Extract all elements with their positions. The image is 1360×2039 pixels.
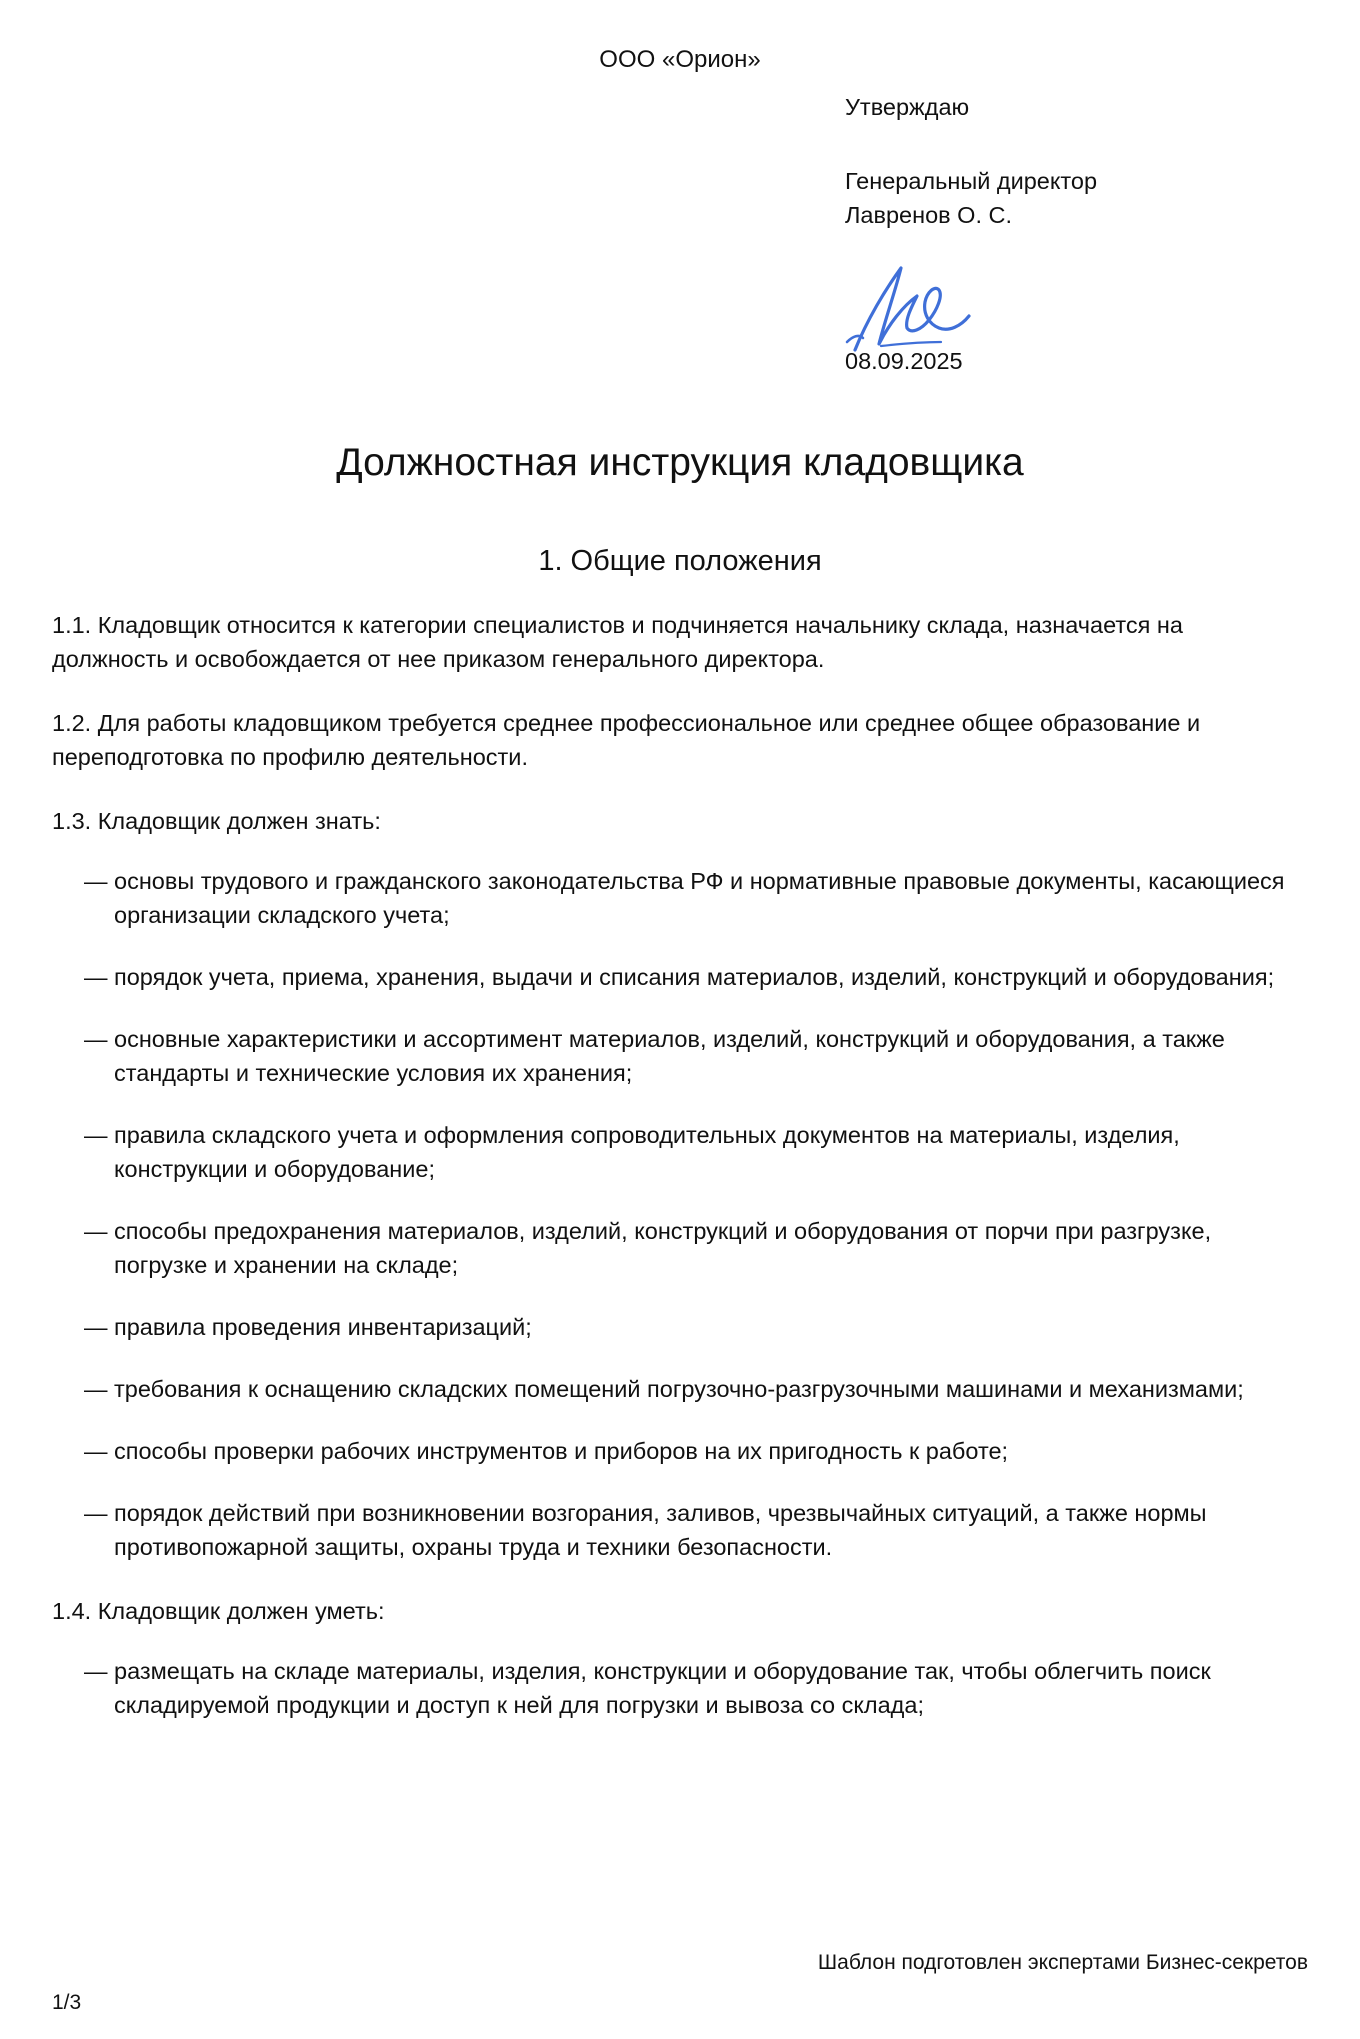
list-item <box>52 1496 1308 1564</box>
bullet-dash-icon: — <box>84 1122 108 1148</box>
clause-1-3: 1.3. Кладовщик должен знать: <box>52 808 381 834</box>
clause-1-1: 1.1. Кладовщик относится к категории специалистов и подчиняется начальнику склада, назначается на должность и освобождается от нее приказом генерального директора. <box>52 612 1183 672</box>
clause-1-2: 1.2. Для работы кладовщиком требуется среднее профессиональное или среднее общее образование и переподготовка по профилю деятельности. <box>52 710 1201 770</box>
list-item-text: порядок действий при возникновении возгорания, заливов, чрезвычайных ситуаций, а также нормы противопожарной защиты, охраны труда и техники безопасности. <box>114 1500 1207 1560</box>
bullet-dash-icon: — <box>84 1218 108 1244</box>
bullet-dash-icon: — <box>84 964 108 990</box>
list-item-text: основные характеристики и ассортимент материалов, изделий, конструкций и оборудования, а также стандарты и технические условия их хранения; <box>114 1026 1225 1086</box>
list-item-text: правила проведения инвентаризаций; <box>114 1314 532 1340</box>
footer-attribution: Шаблон подготовлен экспертами Бизнес-секретов <box>817 1951 1308 1974</box>
page-title: Должностная инструкция кладовщика <box>336 441 1024 484</box>
bullet-dash-icon: — <box>84 1500 108 1526</box>
bullet-dash-icon: — <box>84 1376 108 1402</box>
list-item <box>52 1434 1308 1468</box>
list-item <box>52 1654 1308 1722</box>
list-item-text: размещать на складе материалы, изделия, конструкции и оборудование так, чтобы облегчить поиск складируемой продукции и доступ к ней для погрузки и вывоза со склада; <box>114 1658 1211 1718</box>
list-item <box>52 1214 1308 1282</box>
approver-role: Генеральный директор <box>845 168 1098 194</box>
list-item-text: основы трудового и гражданского законодательства РФ и нормативные правовые документы, касающиеся организации складского учета; <box>114 868 1285 928</box>
list-item <box>52 960 1308 994</box>
list-item-text: способы проверки рабочих инструментов и приборов на их пригодность к работе; <box>114 1438 1009 1464</box>
clause-1-4: 1.4. Кладовщик должен уметь: <box>52 1598 385 1624</box>
document-body <box>52 608 1308 1750</box>
approver-name: Лавренов О. С. <box>845 202 1013 228</box>
list-item-text: требования к оснащению складских помещений погрузочно-разгрузочными машинами и механизмами; <box>114 1376 1244 1402</box>
list-item-text: порядок учета, приема, хранения, выдачи и списания материалов, изделий, конструкций и оборудования; <box>114 964 1275 990</box>
list-item <box>52 864 1308 932</box>
list-item-text: способы предохранения материалов, изделий, конструкций и оборудования от порчи при разгрузке, погрузке и хранении на складе; <box>114 1218 1212 1278</box>
knowledge-list <box>52 864 1308 1564</box>
approval-word: Утверждаю <box>845 94 970 120</box>
bullet-dash-icon: — <box>84 868 108 894</box>
list-item-text: правила складского учета и оформления сопроводительных документов на материалы, изделия, конструкции и оборудование; <box>114 1122 1180 1182</box>
organization-name: ООО «Орион» <box>599 46 761 73</box>
approval-block <box>845 90 1265 232</box>
bullet-dash-icon: — <box>84 1658 108 1684</box>
signature-date: 08.09.2025 <box>845 348 963 374</box>
list-item <box>52 1310 1308 1344</box>
bullet-dash-icon: — <box>84 1026 108 1052</box>
list-item <box>52 1118 1308 1186</box>
section-heading: 1. Общие положения <box>538 545 822 577</box>
skills-list <box>52 1654 1308 1722</box>
list-item <box>52 1372 1308 1406</box>
bullet-dash-icon: — <box>84 1314 108 1340</box>
page-number: 1/3 <box>52 1991 82 2014</box>
signature-image <box>845 262 1105 354</box>
bullet-dash-icon: — <box>84 1438 108 1464</box>
list-item <box>52 1022 1308 1090</box>
